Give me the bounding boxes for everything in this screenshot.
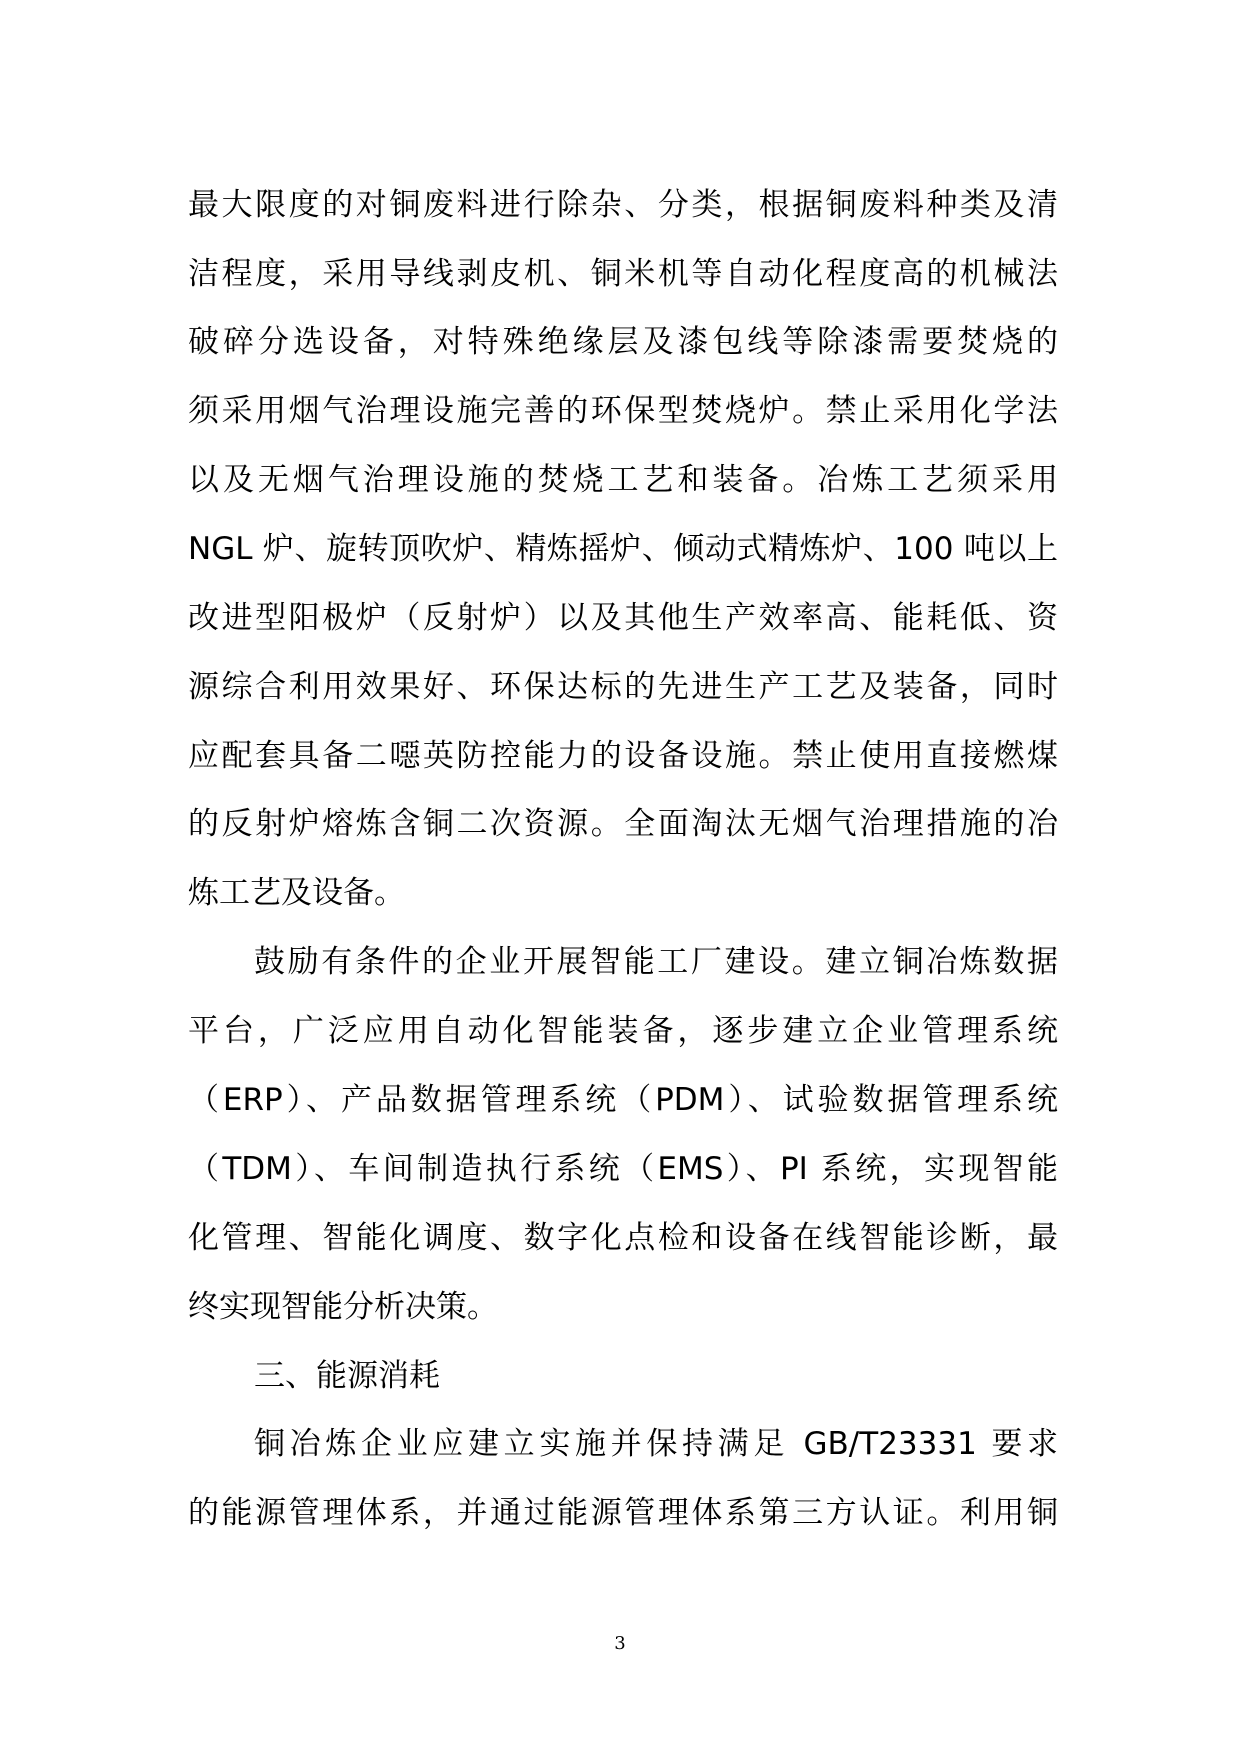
text-line: NGL 炉、旋转顶吹炉、精炼摇炉、倾动式精炼炉、100 吨以上 — [188, 531, 1058, 567]
text-line: 破碎分选设备，对特殊绝缘层及漆包线等除漆需要焚烧的 — [188, 324, 1058, 360]
paragraph-first-line: 铜冶炼企业应建立实施并保持满足 GB/T23331 要求 — [254, 1426, 1058, 1462]
text-line: 须采用烟气治理设施完善的环保型焚烧炉。禁止采用化学法 — [188, 393, 1058, 429]
text-line: （ERP）、产品数据管理系统（PDM）、试验数据管理系统 — [188, 1082, 1058, 1118]
text-line: 以及无烟气治理设施的焚烧工艺和装备。冶炼工艺须采用 — [188, 462, 1058, 498]
text-line: 炼工艺及设备。 — [188, 875, 405, 911]
text-line: 的能源管理体系，并通过能源管理体系第三方认证。利用铜 — [188, 1495, 1058, 1531]
text-line: 平台，广泛应用自动化智能装备，逐步建立企业管理系统 — [188, 1013, 1058, 1049]
text-line: 源综合利用效果好、环保达标的先进生产工艺及装备，同时 — [188, 669, 1058, 705]
text-line: （TDM）、车间制造执行系统（EMS）、PI 系统，实现智能 — [188, 1151, 1058, 1187]
text-line: 应配套具备二噁英防控能力的设备设施。禁止使用直接燃煤 — [188, 738, 1058, 774]
text-line: 的反射炉熔炼含铜二次资源。全面淘汰无烟气治理措施的冶 — [188, 806, 1058, 842]
text-line: 最大限度的对铜废料进行除杂、分类，根据铜废料种类及清 — [188, 187, 1058, 223]
text-line: 化管理、智能化调度、数字化点检和设备在线智能诊断，最 — [188, 1220, 1058, 1256]
text-line: 洁程度，采用导线剥皮机、铜米机等自动化程度高的机械法 — [188, 256, 1058, 292]
page-number: 3 — [614, 1633, 626, 1654]
text-line: 改进型阳极炉（反射炉）以及其他生产效率高、能耗低、资 — [188, 600, 1058, 636]
text-line: 终实现智能分析决策。 — [188, 1289, 498, 1325]
paragraph-first-line: 鼓励有条件的企业开展智能工厂建设。建立铜冶炼数据 — [254, 944, 1058, 980]
section-heading: 三、能源消耗 — [254, 1358, 440, 1394]
